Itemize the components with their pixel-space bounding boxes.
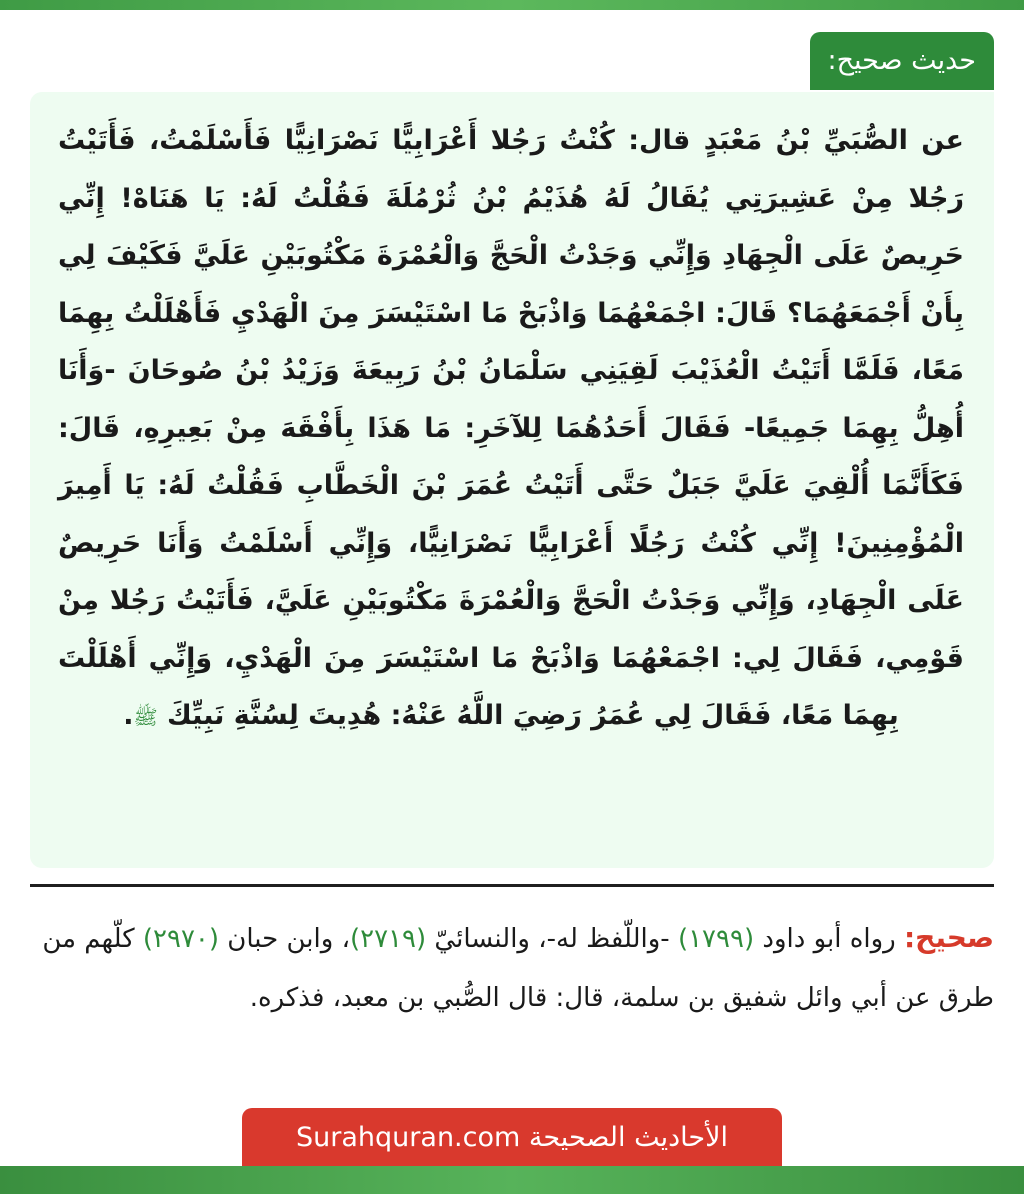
takhrij-text-3: ، وابن حبان: [219, 924, 350, 954]
salawat-glyph: ﷺ: [133, 705, 158, 729]
hadith-grade-label: حديث صحيح:: [810, 32, 995, 90]
hadith-text: عن الصُّبَيِّ بْنُ مَعْبَدٍ قال: كُنْتُ رَجُلا أَعْرَابِيًّا نَصْرَانِيًّا فَأَسْلَمْتُ، فَأَتَيْتُ رَجُلا مِنْ عَشِيرَتِي يُقَالُ لَهُ هُذَيْمُ بْنُ ثُرْمُلَةَ فَقُلْتُ لَهُ: يَا هَنَاهْ! إِنِّي حَرِيصٌ عَلَى الْجِهَادِ وَإِنِّي وَجَدْتُ الْحَجَّ وَالْعُمْرَةَ مَكْتُوبَيْنِ عَلَيَّ فَكَيْفَ لِي بِأَنْ أَجْمَعَهُمَا؟ قَالَ: اجْمَعْهُمَا وَاذْبَحْ مَا اسْتَيْسَرَ مِنَ الْهَدْيِ فَأَهْلَلْتُ بِهِمَا مَعًا، فَلَمَّا أَتَيْتُ الْعُذَيْبَ لَقِيَنِي سَلْمَانُ بْنُ رَبِيعَةَ وَزَيْدُ بْنُ صُوحَانَ -وَأَنَا أُهِلُّ بِهِمَا جَمِيعًا- فَقَالَ أَحَدُهُمَا لِلآخَرِ: مَا هَذَا بِأَفْقَهَ مِنْ بَعِيرِهِ، قَالَ: فَكَأَنَّمَا أُلْقِيَ عَلَيَّ جَبَلٌ حَتَّى أَتَيْتُ عُمَرَ بْنَ الْخَطَّابِ فَقُلْتُ لَهُ: يَا أَمِيرَ الْمُؤْمِنِينَ! إِنِّي كُنْتُ رَجُلًا أَعْرَابِيًّا نَصْرَانِيًّا، وَإِنِّي أَسْلَمْتُ وَأَنَا حَرِيصٌ عَلَى الْجِهَادِ، وَإِنِّي وَجَدْتُ الْحَجَّ وَالْعُمْرَةَ مَكْتُوبَيْنِ عَلَيَّ، فَأَتَيْتُ رَجُلا مِنْ قَوْمِي، فَقَالَ لِي: اجْمَعْهُمَا وَاذْبَحْ مَا اسْتَيْسَرَ مِنَ الْهَدْيِ، وَإِنِّي أَهْلَلْتَ بِهِمَا مَعًا، فَقَالَ لِي عُمَرُ رَضِيَ اللَّهُ عَنْهُ: هُدِيتَ لِسُنَّةِ نَبِيِّكَ ﷺ.: [58, 125, 964, 731]
hadith-body: عن الصُّبَيِّ بْنُ مَعْبَدٍ قال: كُنْتُ رَجُلا أَعْرَابِيًّا نَصْرَانِيًّا فَأَسْلَمْتُ، فَأَتَيْتُ رَجُلا مِنْ عَشِيرَتِي يُقَالُ لَهُ هُذَيْمُ بْنُ ثُرْمُلَةَ فَقُلْتُ لَهُ: يَا هَنَاهْ! إِنِّي حَرِيصٌ عَلَى الْجِهَادِ وَإِنِّي وَجَدْتُ الْحَجَّ وَالْعُمْرَةَ مَكْتُوبَيْنِ عَلَيَّ فَكَيْفَ لِي بِأَنْ أَجْمَعَهُمَا؟ قَالَ: اجْمَعْهُمَا وَاذْبَحْ مَا اسْتَيْسَرَ مِنَ الْهَدْيِ فَأَهْلَلْتُ بِهِمَا مَعًا، فَلَمَّا أَتَيْتُ الْعُذَيْبَ لَقِيَنِي سَلْمَانُ بْنُ رَبِيعَةَ وَزَيْدُ بْنُ صُوحَانَ -وَأَنَا أُهِلُّ بِهِمَا جَمِيعًا- فَقَالَ أَحَدُهُمَا لِلآخَرِ: مَا هَذَا بِأَفْقَهَ مِنْ بَعِيرِهِ، قَالَ: فَكَأَنَّمَا أُلْقِيَ عَلَيَّ جَبَلٌ حَتَّى أَتَيْتُ عُمَرَ بْنَ الْخَطَّابِ فَقُلْتُ لَهُ: يَا أَمِيرَ الْمُؤْمِنِينَ! إِنِّي كُنْتُ رَجُلًا أَعْرَابِيًّا نَصْرَانِيًّا، وَإِنِّي أَسْلَمْتُ وَأَنَا حَرِيصٌ عَلَى الْجِهَادِ، وَإِنِّي وَجَدْتُ الْحَجَّ وَالْعُمْرَةَ مَكْتُوبَيْنِ عَلَيَّ، فَأَتَيْتُ رَجُلا مِنْ قَوْمِي، فَقَالَ لِي: اجْمَعْهُمَا وَاذْبَحْ مَا اسْتَيْسَرَ مِنَ الْهَدْيِ، وَإِنِّي أَهْلَلْتَ بِهِمَا مَعًا، فَقَالَ لِي عُمَرُ رَضِيَ اللَّهُ عَنْهُ: هُدِيتَ لِسُنَّةِ نَبِيِّكَ: [58, 125, 964, 731]
takhrij-paragraph: [30, 908, 994, 1028]
takhrij-text-2: -واللّفظ له-، والنسائيّ: [426, 924, 678, 954]
top-accent-bar: [0, 0, 1024, 10]
takhrij-text-1: رواه أبو داود: [754, 924, 904, 954]
ibn-hibban-number: (٢٩٧٠): [142, 924, 220, 954]
site-badge[interactable]: الأحاديث الصحيحة Surahquran.com: [242, 1108, 782, 1168]
bottom-accent-bar: [0, 1166, 1024, 1194]
takhrij-grade: صحيح:: [903, 921, 994, 954]
takhrij-text-4: كلّهم من طرق عن أبي وائل شفيق بن سلمة، قال: قال الصُّبي بن معبد، فذكره.: [42, 924, 994, 1013]
hadith-text-box: [30, 92, 994, 868]
nasai-number: (٢٧١٩): [349, 924, 427, 954]
abu-dawud-number: (١٧٩٩): [677, 924, 755, 954]
divider-line: [30, 884, 994, 887]
